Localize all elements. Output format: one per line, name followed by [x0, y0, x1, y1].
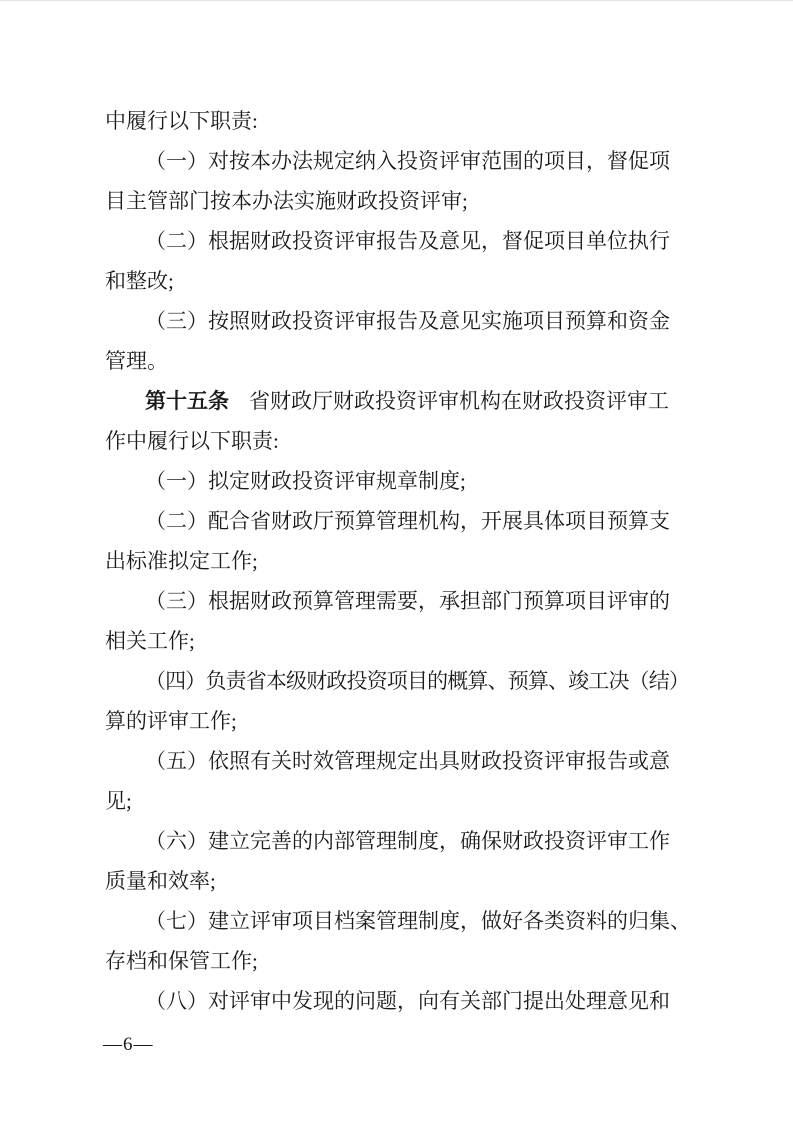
document-text-block — [105, 101, 705, 1021]
line-text: 出标准拟定工作; — [105, 549, 258, 573]
text-line — [105, 381, 705, 421]
line-text: 省财政厅财政投资评审机构在财政投资评审工 — [249, 389, 669, 413]
line-text: 和整改; — [105, 269, 174, 293]
line-text: （三）根据财政预算管理需要，承担部门预算项目评审的 — [145, 589, 670, 613]
text-line — [105, 821, 705, 861]
text-line — [105, 101, 705, 141]
line-text: 中履行以下职责: — [105, 109, 258, 133]
line-text: （四）负责省本级财政投资项目的概算、预算、竣工决（结） — [145, 669, 690, 693]
line-text: 相关工作; — [105, 629, 195, 653]
line-text: 算的评审工作; — [105, 709, 237, 733]
line-text: 见; — [105, 789, 132, 813]
line-text: （一）拟定财政投资评审规章制度; — [145, 469, 466, 493]
text-line — [105, 181, 705, 221]
text-line — [105, 661, 705, 701]
text-line — [105, 901, 705, 941]
line-text: （一）对按本办法规定纳入投资评审范围的项目，督促项 — [145, 149, 670, 173]
text-line — [105, 741, 705, 781]
line-text: 目主管部门按本办法实施财政投资评审; — [105, 189, 468, 213]
line-text: 管理。 — [105, 349, 168, 373]
line-text: （二）配合省财政厅预算管理机构，开展具体项目预算支 — [145, 509, 670, 533]
text-line — [105, 421, 705, 461]
text-line — [105, 301, 705, 341]
text-line — [105, 941, 705, 981]
line-text: 作中履行以下职责: — [105, 429, 279, 453]
line-text: 存档和保管工作; — [105, 949, 258, 973]
text-line — [105, 701, 705, 741]
line-text: （六）建立完善的内部管理制度，确保财政投资评审工作 — [145, 829, 670, 853]
text-line — [105, 501, 705, 541]
text-line — [105, 221, 705, 261]
text-line — [105, 341, 705, 381]
text-line — [105, 781, 705, 821]
line-text: （八）对评审中发现的问题，向有关部门提出处理意见和 — [145, 989, 670, 1013]
page-number: —6— — [103, 1034, 154, 1055]
text-line — [105, 141, 705, 181]
text-line — [105, 461, 705, 501]
line-text: 质量和效率; — [105, 869, 216, 893]
article-number: 第十五条 — [145, 389, 229, 413]
text-line — [105, 261, 705, 301]
line-text: （七）建立评审项目档案管理制度，做好各类资料的归集、 — [145, 909, 691, 933]
line-text: （二）根据财政投资评审报告及意见，督促项目单位执行 — [145, 229, 670, 253]
line-text: （三）按照财政投资评审报告及意见实施项目预算和资金 — [145, 309, 670, 333]
text-line — [105, 621, 705, 661]
text-line — [105, 981, 705, 1021]
text-line — [105, 861, 705, 901]
text-line — [105, 541, 705, 581]
text-line — [105, 581, 705, 621]
line-text: （五）依照有关时效管理规定出具财政投资评审报告或意 — [145, 749, 670, 773]
